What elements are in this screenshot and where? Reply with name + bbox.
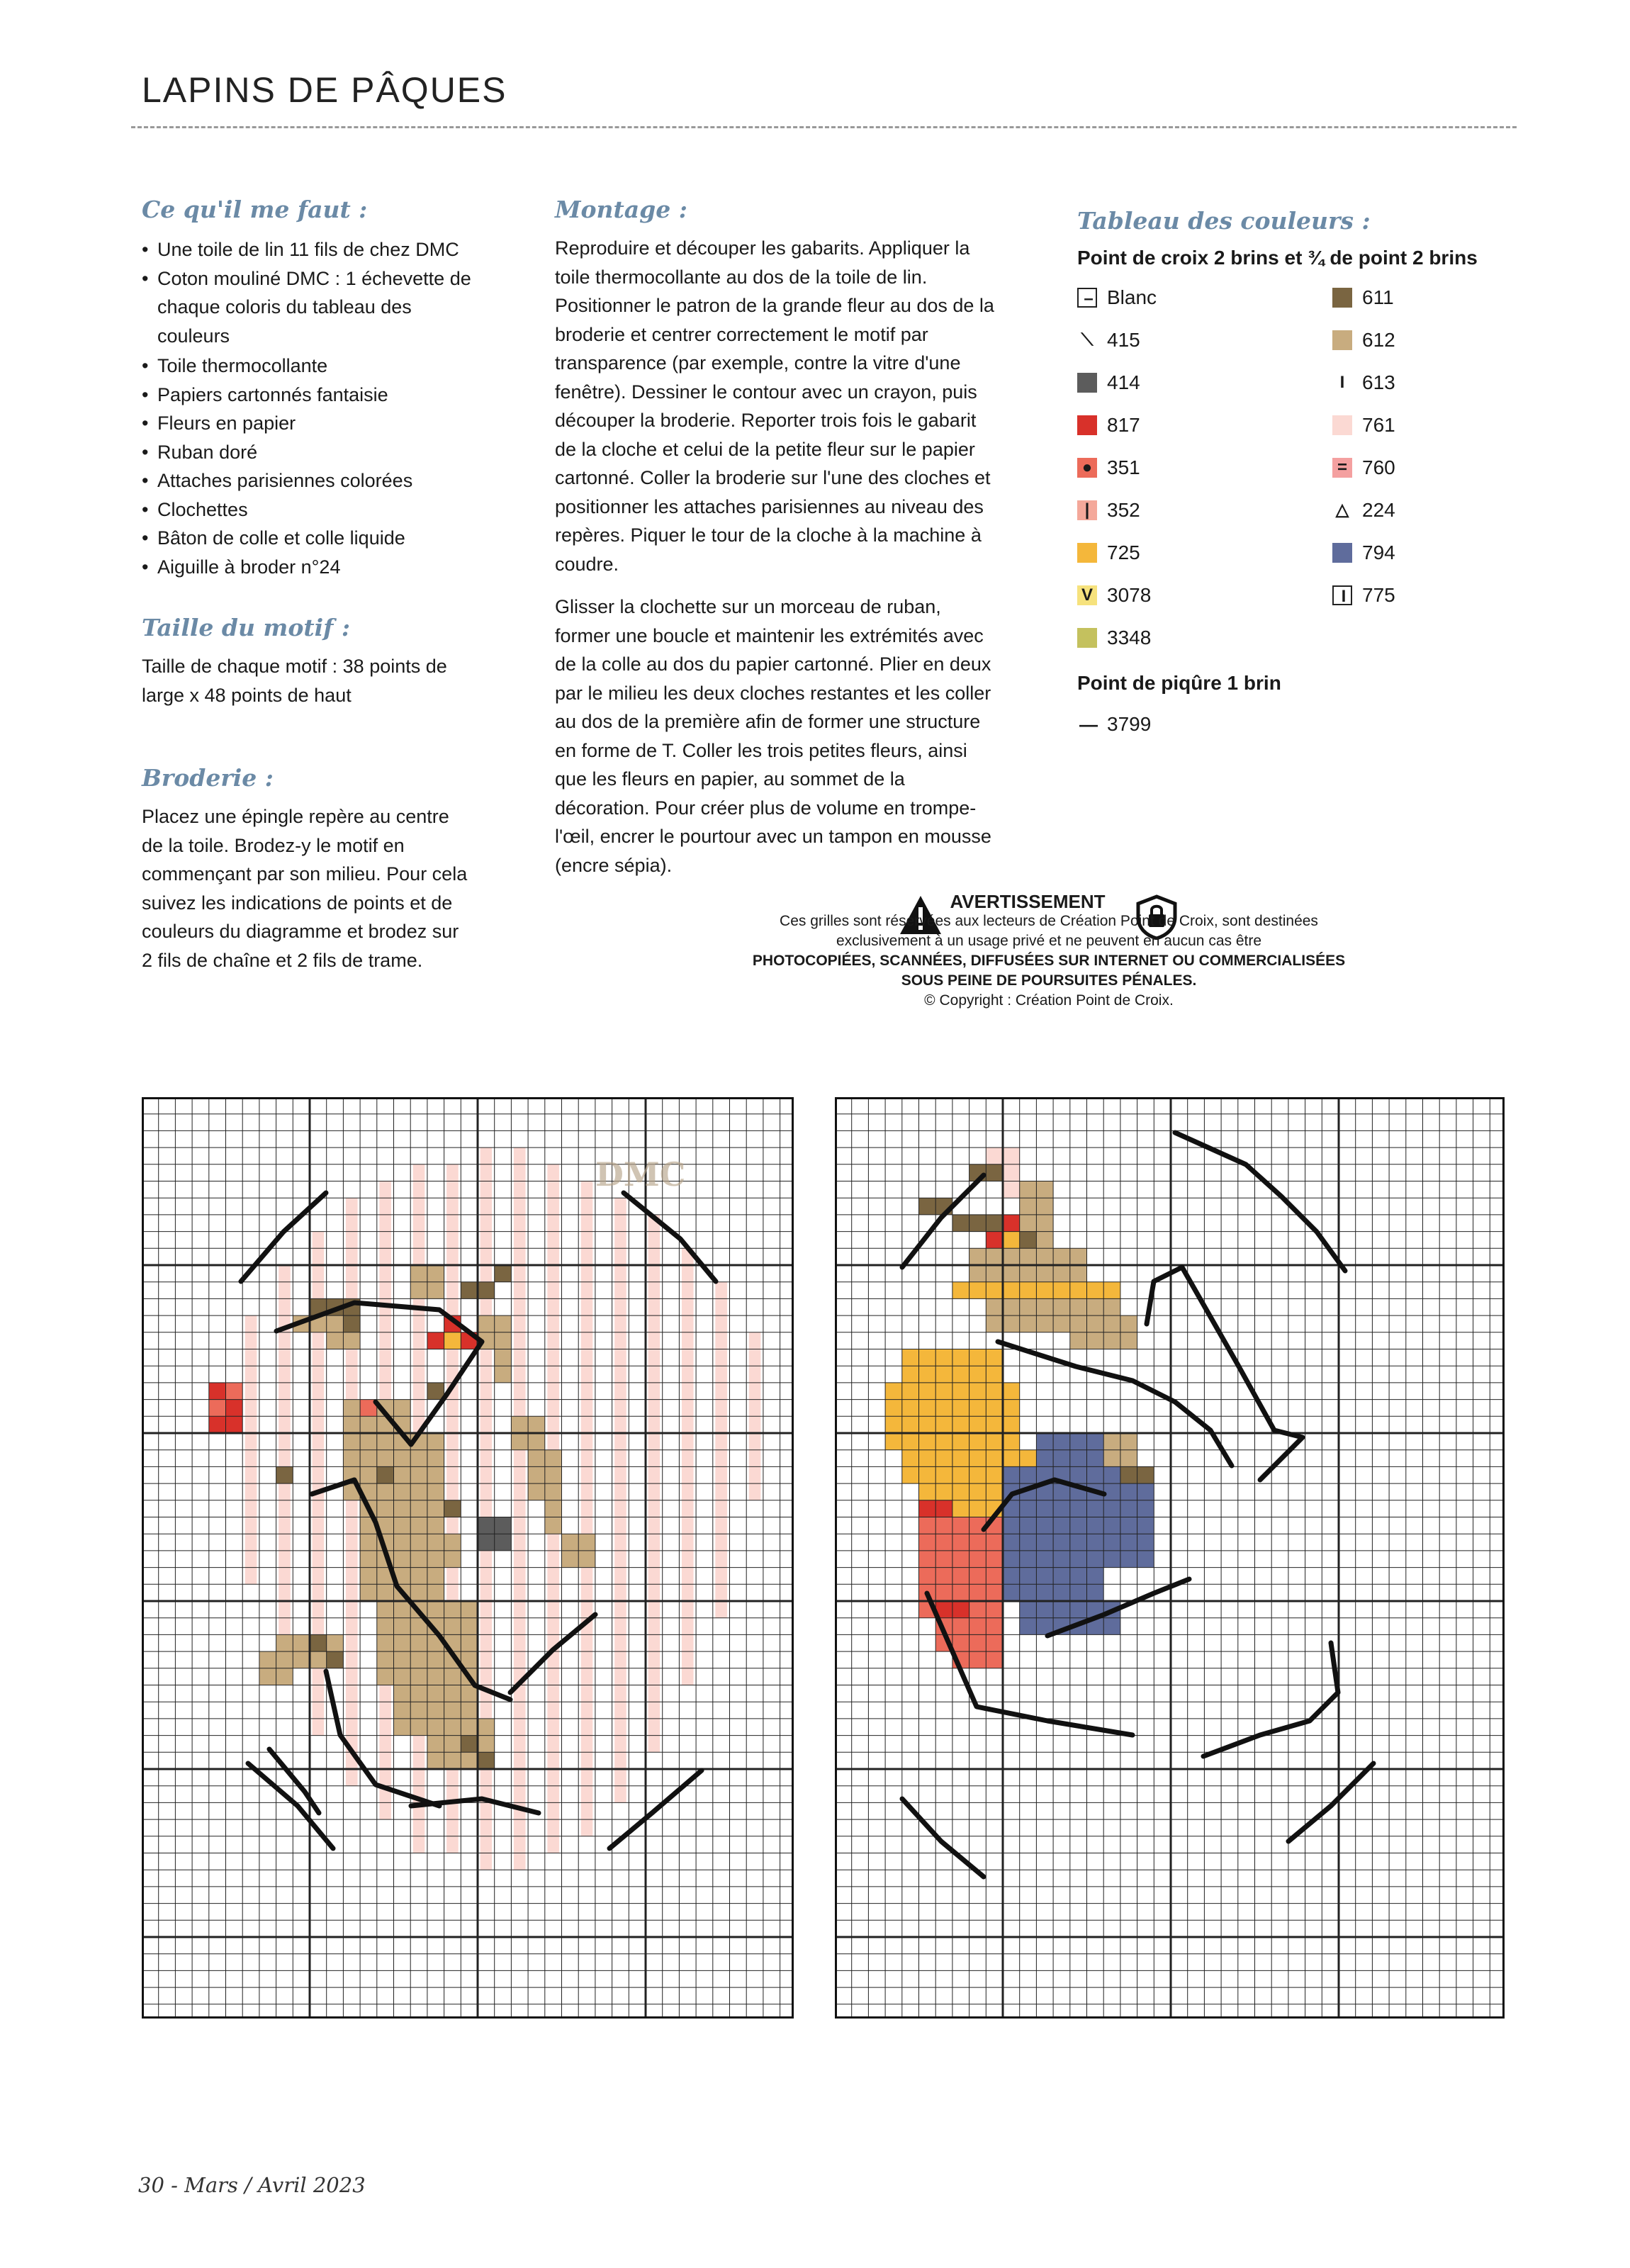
materials-item: • Coton mouliné DMC : 1 échevette de chaque coloris du tableau des couleurs (142, 264, 475, 351)
bunny-shading-stitch (952, 1215, 1003, 1232)
flower-stitch (209, 1383, 226, 1400)
legend-cross-subheading: Point de croix 2 brins et ¾ de point 2 brins (1077, 247, 1478, 269)
bell-outline (902, 1799, 984, 1877)
color-swatch (1077, 543, 1097, 563)
legend-label: 760 (1362, 456, 1395, 478)
assembly-heading: Montage : (555, 196, 687, 223)
legend-label: Blanc (1107, 286, 1157, 308)
stitch-symbol-icon: △ (1335, 500, 1349, 520)
legend-label: 3348 (1107, 627, 1152, 649)
bow-stitch (427, 1332, 444, 1349)
materials-item: • Attaches parisiennes colorées (142, 466, 475, 495)
stitch-symbol-icon: ⟍ (1081, 330, 1094, 349)
materials-item: • Papiers cartonnés fantaisie (142, 381, 475, 410)
bunny-shading-stitch (461, 1736, 478, 1753)
warning-title: AVERTISSEMENT (950, 891, 1106, 912)
embroidery-text: Placez une épingle repère au centre de la toile. Brodez-y le motif en commençant par son milieu. Pour cela suivez les indications de points et de couleurs du diagramme et brodez sur 2 fils de chaîne et 2 fils de trame. (142, 806, 468, 971)
materials-item: • Toile thermocollante (142, 352, 475, 381)
background-stripe (581, 1181, 593, 1836)
legend-label: 224 (1362, 499, 1395, 521)
color-legend (1077, 284, 1502, 780)
stitch-symbol-icon: V (1081, 585, 1093, 605)
materials-item: • Ruban doré (142, 438, 475, 467)
color-swatch (1332, 330, 1352, 350)
materials-item: • Clochettes (142, 495, 475, 524)
bunny-shading-stitch (444, 1500, 461, 1517)
assembly-paragraph: Reproduire et découper les gabarits. Appliquer la toile thermocollante au dos de la toile de lin. Positionner le patron de la grande fleur au dos de la broderie et centrer correctement le motif par transparence (par exemple, contre la vitre d'une fenêtre). Dessiner le contour avec un crayon, puis découper la broderie. Reporter trois fois le gabarit de la cloche et celui de la petite fleur sur le papier cartonné. Coller la broderie sur l'une des cloches et positionner les attaches parisiennes au niveau des repères. Piquer le tour de la cloche à la machine à coudre. (555, 237, 994, 575)
bunny-shading-stitch (377, 1466, 394, 1483)
warning-line: PHOTOCOPIÉES, SCANNÉES, DIFFUSÉES SUR INTERNET OU COMMERCIALISÉES (752, 953, 1346, 969)
background-stripe (514, 1147, 526, 1870)
color-swatch (1332, 543, 1352, 563)
cross-stitch-chart-bunny-eggs (835, 1097, 1505, 2019)
legend-label: 761 (1362, 414, 1395, 436)
embroidery-heading: Broderie : (142, 764, 274, 792)
legend-label: 414 (1107, 371, 1140, 393)
stitch-symbol-icon: I (1339, 373, 1345, 392)
legend-label: 352 (1107, 499, 1140, 521)
bow-stitch (1003, 1215, 1020, 1232)
stitch-symbol-icon: I (1341, 587, 1347, 606)
bow-stitch (986, 1232, 1003, 1249)
legend-heading: Tableau des couleurs : (1077, 207, 1371, 235)
grid-frame (142, 1098, 793, 2018)
color-swatch (1332, 500, 1352, 520)
assembly-paragraph: Glisser la clochette sur un morceau de ruban, former une boucle et maintenir les extrémités avec de la colle au dos du papier cartonné. Plier en deux par le milieu les deux cloches restantes et les coller au dos de la première afin de former une structure en forme de T. Coller les trois petites fleurs, ainsi que les fleurs en papier, au sommet de la décoration. Pour créer plus de volume en trompe-l'œil, encrer le pourtour avec un tampon en mousse (encre sépia). (555, 596, 991, 876)
bunny-shading-stitch (327, 1651, 344, 1668)
color-swatch (1332, 288, 1352, 308)
stitch-symbol-icon: – (1084, 289, 1094, 308)
egg-outline (1203, 1643, 1338, 1756)
materials-item: • Une toile de lin 11 fils de chez DMC (142, 235, 475, 264)
bunny-shading-stitch (478, 1752, 495, 1769)
legend-label: 611 (1362, 286, 1394, 308)
flower-center-stitch (209, 1400, 226, 1417)
color-swatch (1332, 373, 1352, 393)
legend-label: 415 (1107, 329, 1140, 351)
legend-label: 613 (1362, 371, 1395, 393)
bunny-shading-stitch (343, 1315, 360, 1332)
cross-stitch-chart-bunny-jumping (142, 1097, 794, 2019)
color-swatch (1332, 458, 1352, 478)
color-swatch (1077, 373, 1097, 393)
warning-line: SOUS PEINE DE POURSUITES PÉNALES. (901, 972, 1197, 989)
legend-label: 725 (1107, 541, 1140, 563)
bow-stitch (1003, 1232, 1020, 1249)
legend-label: 775 (1362, 584, 1395, 606)
flower-stitch (209, 1416, 226, 1433)
backstitch-swatch-icon: — (1079, 714, 1098, 735)
color-swatch (1077, 585, 1097, 605)
bell-outline (1175, 1133, 1345, 1271)
size-text: Taille de chaque motif : 38 points de large x 48 points de haut (142, 656, 447, 706)
bunny-shading-stitch (310, 1634, 327, 1651)
materials-item: • Bâton de colle et colle liquide (142, 524, 475, 553)
warning-line: Ces grilles sont réservées aux lecteurs de Création Point de Croix, sont destinées (780, 913, 1318, 929)
legend-label: 3078 (1107, 584, 1152, 606)
page-title: LAPINS DE PÂQUES (142, 70, 507, 110)
color-swatch (1332, 415, 1352, 435)
color-swatch (1077, 330, 1097, 350)
legend-label: 794 (1362, 541, 1395, 563)
bunny-shading-stitch (427, 1383, 444, 1400)
legend-backstitch-subheading: Point de piqûre 1 brin (1077, 672, 1281, 694)
size-heading: Taille du motif : (142, 614, 351, 641)
page-footer: 30 - Mars / Avril 2023 (138, 2173, 366, 2197)
color-swatch (1077, 628, 1097, 648)
assembly-text (555, 234, 994, 894)
bell-outline (624, 1193, 716, 1281)
legend-label: 817 (1107, 414, 1140, 436)
warning-line: © Copyright : Création Point de Croix. (924, 992, 1174, 1009)
stitch-symbol-icon: ● (1081, 458, 1093, 477)
copyright-warning (702, 892, 1396, 1011)
legend-label: 612 (1362, 329, 1395, 351)
bunny-shading-stitch (495, 1265, 512, 1282)
color-swatch (1077, 500, 1097, 520)
legend-label: 351 (1107, 456, 1140, 478)
legend-label: 3799 (1107, 713, 1152, 735)
bunny-shading-stitch (276, 1466, 293, 1483)
materials-item: • Aiguille à broder n°24 (142, 553, 475, 582)
stitch-symbol-icon: = (1337, 458, 1347, 477)
color-swatch (1077, 458, 1097, 478)
materials-heading: Ce qu'il me faut : (142, 196, 368, 223)
color-swatch (1077, 288, 1097, 308)
bow-stitch (444, 1332, 461, 1349)
stitch-symbol-icon: | (1084, 500, 1090, 520)
warning-line: exclusivement à un usage privé et ne peuvent en aucun cas être (836, 933, 1262, 949)
title-divider (131, 126, 1517, 128)
materials-list (142, 235, 475, 581)
dmc-watermark: DMC (595, 1155, 686, 1194)
materials-item: • Fleurs en papier (142, 409, 475, 438)
color-swatch (1332, 585, 1352, 605)
color-swatch (1077, 415, 1097, 435)
flower-center-stitch (226, 1383, 243, 1400)
